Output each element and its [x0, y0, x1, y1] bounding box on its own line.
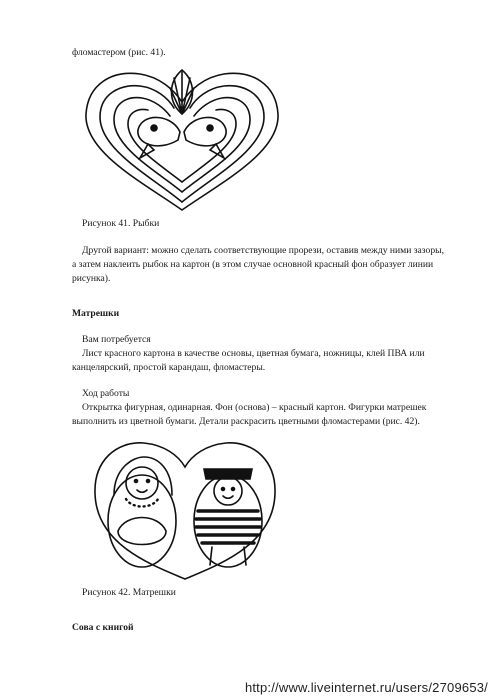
section-title-owl: Сова с книгой — [72, 622, 134, 633]
work-line1: Открытка фигурная, одинарная. Фон (основа) – красный картон. Фигурки матрешек — [82, 402, 427, 413]
work-line2: выполнить из цветной бумаги. Детали раскрасить цветными фломастерами (рис. 42). — [72, 416, 420, 427]
need-line2: канцелярский, простой карандаш, фломастеры. — [72, 362, 266, 373]
watermark-url: http://www.liveinternet.ru/users/2709653/ — [244, 680, 488, 695]
para1-line2: а затем наклеить рыбок на картон (в этом случае основной красный фон образует линии — [72, 259, 434, 270]
matryoshka-heart-illustration — [92, 435, 278, 581]
fig42-caption: Рисунок 42. Матрешки — [82, 587, 176, 598]
para1-line1: Другой вариант: можно сделать соответствующие прорези, оставив между ними зазоры, — [82, 245, 444, 256]
fig41-caption: Рисунок 41. Рыбки — [82, 218, 160, 229]
para1-line3: рисунка). — [72, 273, 111, 284]
continuation-line: фломастером (рис. 41). — [72, 47, 166, 58]
work-heading: Ход работы — [82, 388, 130, 399]
section-title-matreshki: Матрешки — [72, 308, 120, 319]
need-heading: Вам потребуется — [82, 334, 151, 345]
need-line1: Лист красного картона в качестве основы, цветная бумага, ножницы, клей ПВА или — [82, 348, 425, 359]
fish-heart-illustration — [82, 62, 282, 212]
